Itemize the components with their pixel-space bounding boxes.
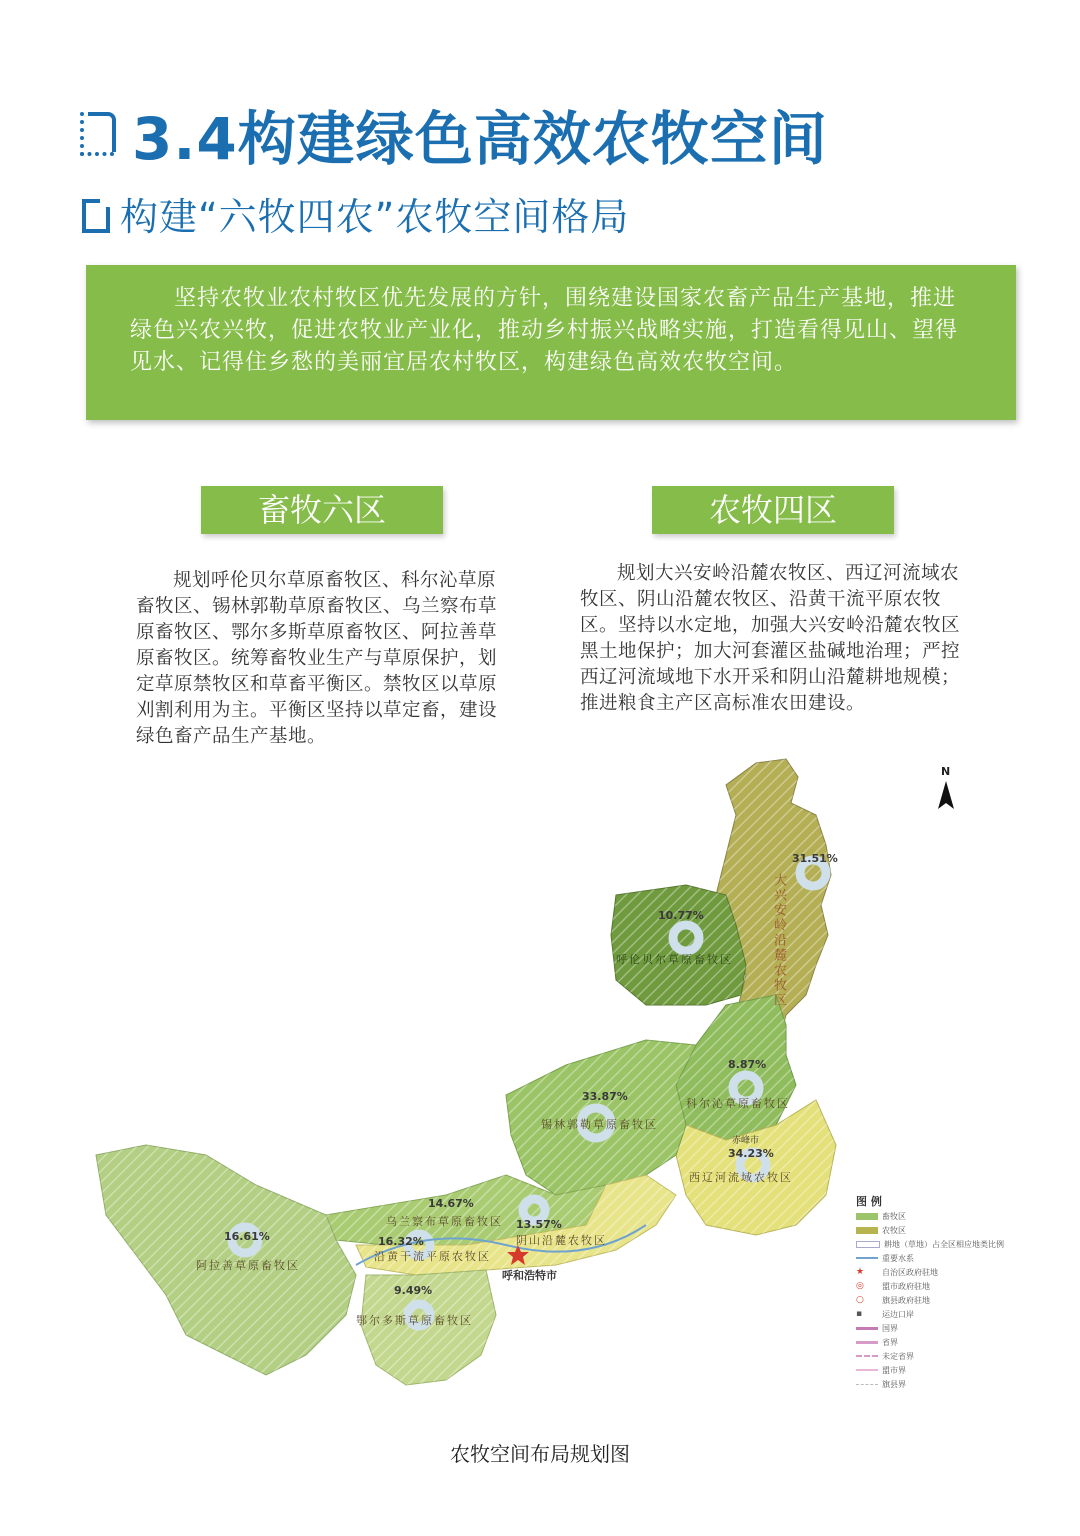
pct-horqin: 8.87% (728, 1058, 767, 1071)
pct-ulanqab: 14.67% (428, 1197, 474, 1210)
label-yinshan: 阴山沿麓农牧区 (516, 1234, 607, 1247)
pct-ordos: 9.49% (394, 1284, 433, 1297)
pct-xiliao: 34.23% (728, 1147, 774, 1160)
page-title: 3.4构建绿色高效农牧空间 (132, 105, 828, 173)
livestock-zones-text: 规划呼伦贝尔草原畜牧区、科尔沁草原畜牧区、锡林郭勒草原畜牧区、乌兰察布草原畜牧区、鄂尔多斯草原畜牧区、阿拉善草原畜牧区。统筹畜牧业生产与草原保护，划定草原禁牧区和草畜平衡区。禁牧区以草原刈割利用为主。平衡区坚持以草定畜，建设绿色畜产品生产基地。 (136, 570, 498, 747)
label-yellow-river: 沿黄干流平原农牧区 (374, 1250, 491, 1263)
legend-item: 省界 (856, 1335, 1026, 1349)
title-row (78, 92, 828, 176)
legend-item: ○ 旗县政府驻地 (856, 1295, 930, 1305)
legend-item: 耕地（草地）占全区相应地类比例 (856, 1237, 1026, 1251)
label-daxinganling: 大兴安岭沿麓农牧区 (771, 873, 786, 1008)
pct-yinshan: 13.57% (516, 1218, 562, 1231)
tag-agro-pastoral-four-zones: 农牧四区 (652, 486, 894, 534)
legend-item: ◎ 盟市政府驻地 (856, 1281, 930, 1291)
legend-item: 农牧区 (856, 1223, 1026, 1237)
north-label: N (941, 765, 951, 778)
legend-item: 盟市界 (856, 1363, 1026, 1377)
intro-text: 坚持农牧业农村牧区优先发展的方针，围绕建设国家农畜产品生产基地，推进绿色兴农兴牧，促进农牧业产业化，推动乡村振兴战略实施，打造看得见山、望得见水、记得住乡愁的美丽宜居农村牧区，构建绿色高效农牧空间。 (130, 286, 959, 375)
intro-box (86, 265, 1016, 420)
document-icon (80, 197, 110, 231)
legend-item: ▪ 运边口岸 (856, 1309, 914, 1319)
pct-yellow-river: 16.32% (378, 1235, 424, 1248)
map-legend (856, 1193, 1026, 1393)
legend-title: 图 例 (856, 1195, 882, 1208)
map-caption: 农牧空间布局规划图 (450, 1442, 630, 1466)
agro-zones-text: 规划大兴安岭沿麓农牧区、西辽河流域农牧区、阴山沿麓农牧区、沿黄干流平原农牧区。坚持以水定地，加强大兴安岭沿麓农牧区黑土地保护；加大河套灌区盐碱地治理；严控西辽河流域地下水开采和阴山沿麓耕地规模；推进粮食主产区高标准农田建设。 (580, 563, 961, 714)
label-ordos: 鄂尔多斯草原畜牧区 (356, 1314, 473, 1327)
label-alxa: 阿拉善草原畜牧区 (196, 1259, 300, 1272)
pct-alxa: 16.61% (224, 1230, 270, 1243)
pct-hulunbuir: 10.77% (658, 909, 704, 922)
label-xiliao: 西辽河流域农牧区 (689, 1171, 793, 1184)
label-xilingol: 锡林郭勒草原畜牧区 (541, 1118, 658, 1131)
section-bracket-icon (78, 110, 118, 158)
label-ulanqab: 乌兰察布草原畜牧区 (386, 1215, 503, 1228)
page-subtitle: 构建“六牧四农”农牧空间格局 (120, 195, 630, 239)
subtitle-row (80, 186, 629, 241)
pct-daxinganling: 31.51% (792, 852, 838, 865)
city-chifeng: 赤峰市 (732, 1136, 760, 1146)
legend-item: 旗县界 (856, 1377, 1026, 1391)
city-hohhot: 呼和浩特市 (502, 1269, 557, 1282)
pct-xilingol: 33.87% (582, 1090, 628, 1103)
legend-item: 国界 (856, 1321, 1026, 1335)
legend-item: 畜牧区 (856, 1209, 1026, 1223)
planning-map (86, 755, 1036, 1405)
legend-item: 未定省界 (856, 1349, 1026, 1363)
legend-item: 重要水系 (856, 1251, 1026, 1265)
legend-item: ★ 自治区政府驻地 (856, 1267, 938, 1277)
tag-livestock-six-zones: 畜牧六区 (201, 486, 443, 534)
label-horqin: 科尔沁草原畜牧区 (686, 1097, 790, 1110)
label-hulunbuir: 呼伦贝尔草原畜牧区 (616, 953, 733, 966)
north-arrow-icon (934, 765, 958, 811)
